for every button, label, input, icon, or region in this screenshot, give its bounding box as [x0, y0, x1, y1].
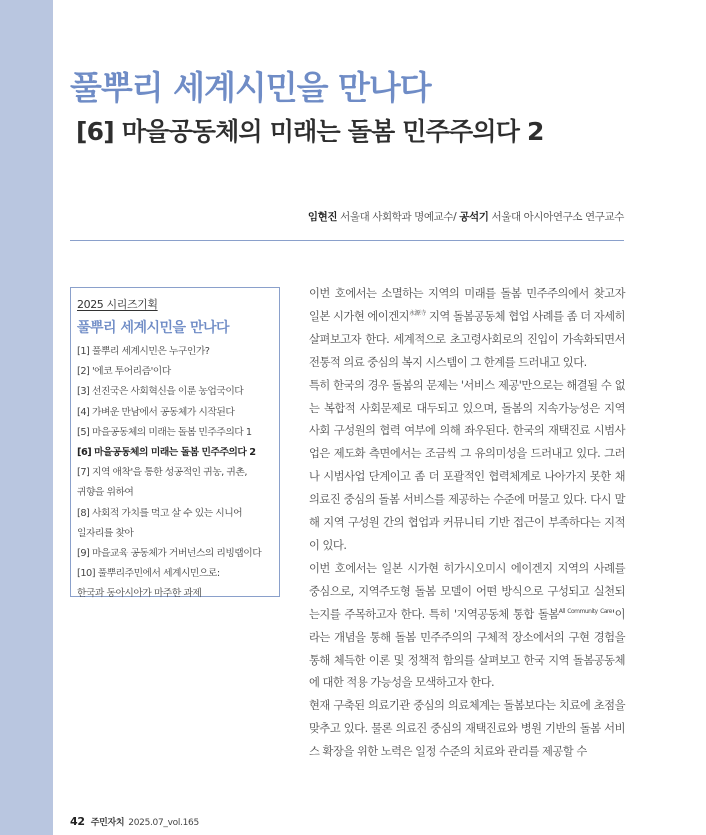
body-paragraph-4: 현재 구축된 의료기관 중심의 의료체계는 돌봄보다는 치료에 초점을 맞추고 있다. 물론 의료진 중심의 재택진료와 병원 기반의 돌봄 서비스 확장을 위한 노력은 일정 수준의 치료와 관리를 제공할 수 [309, 699, 625, 759]
series-list-item: [1] 풀뿌리 세계시민은 누구인가? [77, 346, 210, 357]
side-color-band [0, 0, 53, 835]
body-p1-part-a: 이번 호에서는 소멸하는 지역의 미래를 돌봄 민주주의에서 찾고자 일본 시가현 에이겐지 [309, 287, 625, 323]
body-p3-superscript: All Community Care [558, 607, 612, 615]
series-list [77, 342, 273, 605]
series-list-item: [10] 풀뿌리주민에서 세계시민으로: [77, 568, 220, 580]
series-list-item: 한국과 동아시아가 마주한 과제 [77, 588, 202, 600]
series-list-item: [5] 마을공동체의 미래는 돌봄 민주주의다 1 [77, 426, 252, 438]
author2-affiliation: 서울대 아시아연구소 연구교수 [491, 211, 624, 223]
series-list-item: [2] '에코 투어리즘'이다 [77, 366, 171, 378]
series-list-item: 일자리를 찾아 [77, 527, 134, 539]
series-list-item-current: [6] 마을공동체의 미래는 돌봄 민주주의다 2 [77, 447, 256, 459]
body-p3-part-b: '이라는 개념을 통해 돌봄 민주주의의 구체적 장소에서의 구현 경험을 통해 체득한 이론 및 정책적 함의를 살펴보고 한국 지역 돌봄공동체에 대한 적용 가능성을 모색하고자 한다. [309, 607, 625, 690]
author1-affiliation: 서울대 사회학과 명예교수 [340, 211, 454, 223]
page-footer [70, 815, 199, 828]
body-paragraph-3 [309, 558, 625, 695]
series-box [70, 287, 280, 600]
article-body [309, 283, 625, 764]
series-list-item: [3] 선진국은 사회혁신을 이룬 농업국이다 [77, 386, 244, 398]
body-paragraph-1 [309, 283, 625, 375]
article-title: [6] 마을공동체의 미래는 돌봄 민주주의다 2 [76, 117, 544, 146]
series-list-item: [4] 가벼운 만남에서 공동체가 시작된다 [77, 406, 235, 418]
series-title: 풀뿌리 세계시민을 만나다 [70, 68, 431, 107]
body-p3-part-a: 이번 호에서는 일본 시가현 히가시오미시 에이겐지 지역의 사례를 중심으로, 지역주도형 돌봄 모델이 어떤 방식으로 구성되고 실천되는지를 주목하고자 한다. 특히 '지역공동체 통합 돌봄 [309, 561, 625, 621]
series-list-item: [7] 지역 애착'을 통한 성공적인 귀농, 귀촌, [77, 467, 247, 479]
body-p1-superscript: 永源寺 [409, 310, 426, 318]
series-list-item: [8] 사회적 가치를 먹고 살 수 있는 시니어 [77, 507, 243, 519]
series-box-label: 2025 시리즈기획 [77, 298, 158, 311]
series-box-heading: 풀뿌리 세계시민을 만나다 [77, 320, 230, 336]
author2-name: 공석기 [459, 211, 489, 223]
issue-info: 2025.07_vol.165 [128, 818, 199, 828]
series-list-item: 귀향을 위하여 [77, 487, 134, 499]
magazine-name: 주민자치 [90, 818, 125, 828]
body-paragraph-2: 특히 한국의 경우 돌봄의 문제는 '서비스 제공'만으로는 해결될 수 없는 복합적 사회문제로 대두되고 있으며, 돌봄의 지속가능성은 지역사회 구성원의 협력 여부에 의해 좌우된다. 한국의 재택진료 시범사업은 제도화 측면에서는 조금씩 그 유의미성을 드러내고 있다. 그러나 시범사업 단계이고 좀 더 포괄적인 협력체계로 나아가지 못한 채 의료진 중심의 돌봄 서비스를 제공하는 수준에 머물고 있다. 다시 말해 지역 구성원 간의 협업과 커뮤니티 기반 접근이 부족하다는 지적이 있다. [309, 378, 625, 552]
page-number: 42 [70, 815, 85, 828]
author-separator: / [453, 211, 457, 223]
author-line [308, 209, 624, 224]
series-list-item: [9] 마을교육 공동체가 거버넌스의 리빙랩이다 [77, 548, 262, 560]
header-divider [70, 240, 624, 241]
author1-name: 임현진 [307, 211, 338, 223]
body-p1-part-b: 지역 돌봄공동체 협업 사례를 좀 더 자세히 살펴보고자 한다. 세계적으로 초고령사회로의 진입이 가속화되면서 전통적 의료 중심의 복지 시스템이 그 한계를 드러내고 있다. [309, 309, 625, 369]
